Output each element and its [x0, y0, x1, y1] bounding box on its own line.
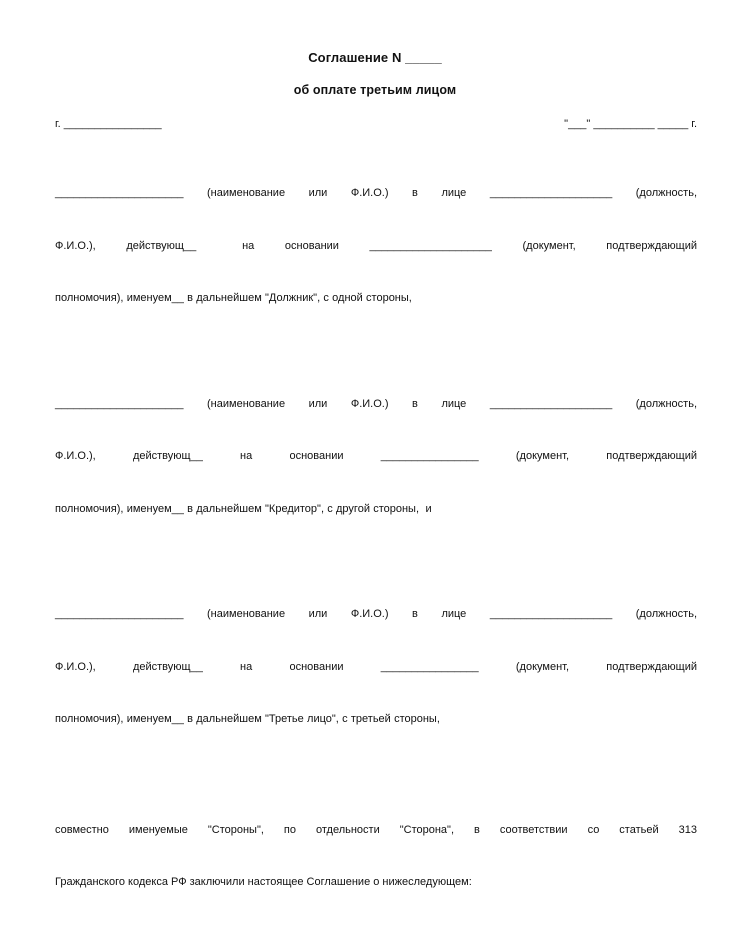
party-block-third-party [55, 571, 697, 764]
page-title: Соглашение N _____ [308, 50, 442, 65]
party-creditor-line-1: _____________________ (наименование или Ф.И.О.) в лице ____________________ (должность, [55, 397, 697, 410]
party-debtor-line-1: _____________________ (наименование или Ф.И.О.) в лице ____________________ (должность, [55, 187, 697, 199]
page-subtitle: об оплате третьим лицом [293, 83, 457, 97]
block-spacer [55, 772, 697, 787]
party-block-creditor [55, 361, 697, 554]
closing-paragraph [55, 787, 697, 927]
party-debtor-line-2: Ф.И.О.), действующ__ на основании ____________________ (документ, подтверждающий [55, 239, 697, 252]
party-third-party-line-1: _____________________ (наименование или Ф.И.О.) в лице ____________________ (должность, [55, 608, 697, 620]
party-creditor-line-3: полномочия), именуем__ в дальнейшем "Кредитор", с другой стороны, и [55, 502, 432, 515]
party-debtor-line-3: полномочия), именуем__ в дальнейшем "Должник", с одной стороны, [55, 292, 412, 304]
party-third-party-line-3: полномочия), именуем__ в дальнейшем "Третье лицо", с третьей стороны, [55, 713, 440, 725]
block-spacer [55, 561, 697, 571]
place-field: г. ________________ [55, 118, 162, 130]
document-body [55, 150, 697, 927]
party-block-debtor [55, 150, 697, 343]
party-creditor-line-2: Ф.И.О.), действующ__ на основании ________________ (документ, подтверждающий [55, 450, 697, 462]
block-spacer [55, 351, 697, 361]
place-date-row [55, 118, 697, 130]
closing-line-1: совместно именуемые "Стороны", по отдельности "Сторона", в соответствии со статьей 313 [55, 823, 697, 836]
closing-line-2: Гражданского кодекса РФ заключили настоящее Соглашение о нижеследующем: [55, 876, 472, 888]
date-field: "___" __________ _____ г. [564, 118, 697, 130]
party-third-party-line-2: Ф.И.О.), действующ__ на основании ________________ (документ, подтверждающий [55, 660, 697, 673]
